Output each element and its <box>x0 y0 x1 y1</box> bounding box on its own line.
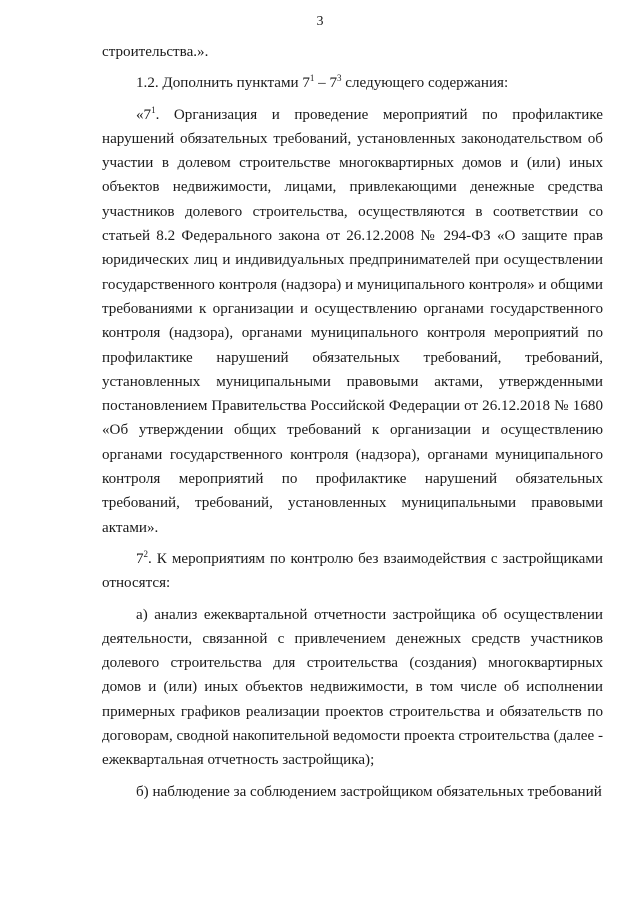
superscript: 1 <box>309 73 315 84</box>
paragraph-text: . Организация и проведение мероприятий по профилактике нарушений обязательных требований, установленных законодательством об участии в долевом строительстве многоквартирных домов и (или) иных объектов недвижимости, лицами, привлекающими денежные средства участников долевого строительства, осуществляются в соответствии со статьей 8.2 Федерального закона от 26.12.2008 № 294-ФЗ «О защите прав юридических лиц и индивидуальных предпринимателей при осуществлении государственного контроля (надзора) и муниципального контроля» и общими требованиями к организации и осуществлению органами государственного контроля (надзора), органами муниципального контроля мероприятий по профилактике нарушений обязательных требований, требований, установленных муниципальными правовыми актами, утвержденными постановлением Правительства Российской Федерации от 26.12.2018 № 1680 «Об утверждении общих требований к организации и осуществлению органами государственного контроля (надзора), органами муниципального контроля мероприятий по профилактике нарушений обязательных требований, требований, установленных муниципальными правовыми актами». <box>102 106 603 536</box>
paragraph-7-1 <box>102 103 603 540</box>
paragraph-text: «7 <box>136 106 152 123</box>
paragraph-text: б) наблюдение за соблюдением застройщиком обязательных требований <box>136 783 602 800</box>
paragraph-7-2 <box>102 547 603 596</box>
superscript: 3 <box>337 73 342 84</box>
paragraph-text: 1.2. Дополнить пунктами 7 <box>136 75 310 92</box>
paragraph-text: а) анализ ежеквартальной отчетности застройщика об осуществлении деятельности, связанной с привлечением денежных средств участников долевого строительства для строительства (создания) многоквартирных домов и (или) иных объектов недвижимости, в том числе об исполнении примерных графиков реализации проектов строительства и обязательств по договорам, сводной накопительной ведомости проекта строительства (далее - ежеквартальная отчетность застройщика); <box>102 606 603 769</box>
paragraph-text: следующего содержания: <box>341 75 509 92</box>
document-body <box>102 40 603 804</box>
paragraph-text: 7 <box>136 550 144 567</box>
paragraph-continuation <box>102 40 603 64</box>
superscript: 1 <box>151 104 156 115</box>
paragraph-text: строительства.». <box>102 44 209 60</box>
paragraph-text: – 7 <box>314 75 338 92</box>
superscript: 2 <box>143 548 149 559</box>
paragraph-amendment <box>102 71 603 95</box>
paragraph-item-a <box>102 603 603 773</box>
paragraph-text: . К мероприятиям по контролю без взаимодействия с застройщиками относятся: <box>102 550 603 592</box>
paragraph-item-b <box>102 780 603 804</box>
page-number: 3 <box>316 14 324 29</box>
